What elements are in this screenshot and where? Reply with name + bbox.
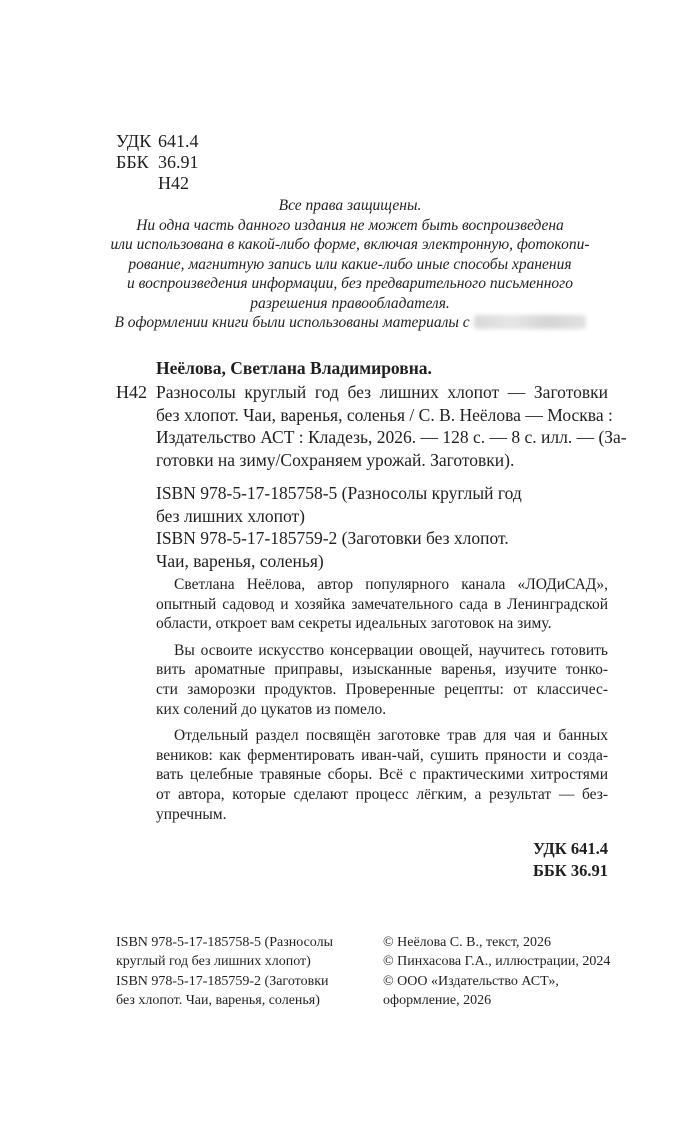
- annotation-line: ких солений до цукатов из помело.: [156, 700, 387, 718]
- annotation-line: вить ароматные приправы, изысканные варенья, изучите тонко-: [156, 661, 608, 679]
- annotation-line: области, откроет вам секреты идеальных заготовок на зиму.: [156, 615, 552, 633]
- bbk-label: ББК: [116, 152, 149, 172]
- footer-isbn: [116, 933, 333, 1011]
- rights-line: Все права защищены.: [278, 197, 422, 214]
- isbn-block: [156, 482, 522, 572]
- isbn-line: без лишних хлопот): [156, 505, 305, 526]
- footer-isbn-line: круглый год без лишних хлопот): [116, 954, 311, 970]
- udk-label: УДК: [116, 131, 152, 151]
- annotation-line: Светлана Неёлова, автор популярного канала «ЛОДиСАД»,: [174, 576, 608, 593]
- bibliographic-record: [156, 381, 627, 471]
- author-sign-row: [116, 173, 199, 194]
- author-sign: Н42: [158, 173, 189, 193]
- footer-isbn-line: ISBN 978-5-17-185759-2 (Заготовки: [116, 973, 329, 989]
- annotation-line: Отдельный раздел посвящён заготовке трав для чая и банных: [174, 727, 608, 745]
- annotation: [156, 575, 608, 824]
- materials-text: В оформлении книги были использованы материалы с: [114, 314, 470, 331]
- bbk-row: [116, 152, 199, 173]
- copyright-line: © ООО «Издательство АСТ»,: [383, 973, 559, 989]
- isbn-line: ISBN 978-5-17-185759-2 (Заготовки без хлопот.: [156, 528, 509, 548]
- bottom-udk: УДК 641.4: [532, 839, 608, 858]
- copyright-line: © Пинхасова Г.А., иллюстрации, 2024: [383, 954, 611, 970]
- copyright-line: © Неёлова С. В., текст, 2026: [383, 935, 552, 950]
- record-author-sign: Н42: [116, 382, 147, 402]
- annotation-line: от автора, которые сделают процесс лёгким, а результат — без-: [156, 785, 608, 803]
- record-line: Разносолы круглый год без лишних хлопот — Заготовки: [156, 382, 608, 402]
- annotation-line: сти заморозки продуктов. Проверенные рецепты: от классичес-: [156, 680, 608, 698]
- record-line: без хлопот. Чаи, варенья, соленья / С. В. Неёлова — Москва :: [156, 404, 613, 425]
- rights-line: разрешения правообладателя.: [250, 294, 450, 312]
- rights-line: и воспроизведения информации, без предварительного письменного: [127, 275, 573, 292]
- annotation-line: опытный садовод и хозяйка замечательного сада в Ленинградской: [156, 595, 608, 613]
- isbn-line: ISBN 978-5-17-185758-5 (Разносолы круглый год: [156, 483, 522, 503]
- materials-line: [90, 313, 610, 333]
- footer-copyright: [383, 933, 610, 1011]
- blurred-source-logo: [474, 315, 586, 329]
- rights-line: рование, магнитную запись или какие-либо иные способы хранения: [128, 255, 572, 273]
- author-heading: Неёлова, Светлана Владимировна.: [156, 358, 432, 378]
- copyright-line: оформление, 2026: [383, 993, 492, 1009]
- annotation-line: Вы освоите искусство консервации овощей, научитесь готовить: [174, 641, 608, 659]
- footer-isbn-line: без хлопот. Чаи, варенья, соленья): [116, 993, 320, 1009]
- footer-isbn-line: ISBN 978-5-17-185758-5 (Разносолы: [116, 935, 333, 950]
- isbn-line: Чаи, варенья, соленья): [156, 550, 324, 571]
- rights-notice: [90, 196, 610, 333]
- udk-row: [116, 131, 199, 152]
- record-line: Издательство АСТ : Кладезь, 2026. — 128 с. — 8 с. илл. — (За-: [156, 427, 627, 447]
- bottom-bbk: ББК 36.91: [532, 861, 608, 880]
- rights-line: или использована в какой-либо форме, включая электронную, фотокопи-: [110, 236, 590, 253]
- annotation-line: веников: как ферментировать иван-чай, сушить пряности и созда-: [156, 746, 608, 764]
- bbk-value: 36.91: [158, 152, 199, 172]
- udk-value: 641.4: [158, 131, 199, 151]
- rights-line: Ни одна часть данного издания не может быть воспроизведена: [136, 216, 564, 234]
- record-line: готовки на зиму/Сохраняем урожай. Заготовки).: [156, 449, 515, 470]
- annotation-line: упречным.: [156, 805, 227, 823]
- annotation-line: вать целебные травяные сборы. Всё с практическими хитростями: [156, 766, 608, 784]
- classification-block: [116, 131, 199, 194]
- bottom-classification: [533, 838, 608, 882]
